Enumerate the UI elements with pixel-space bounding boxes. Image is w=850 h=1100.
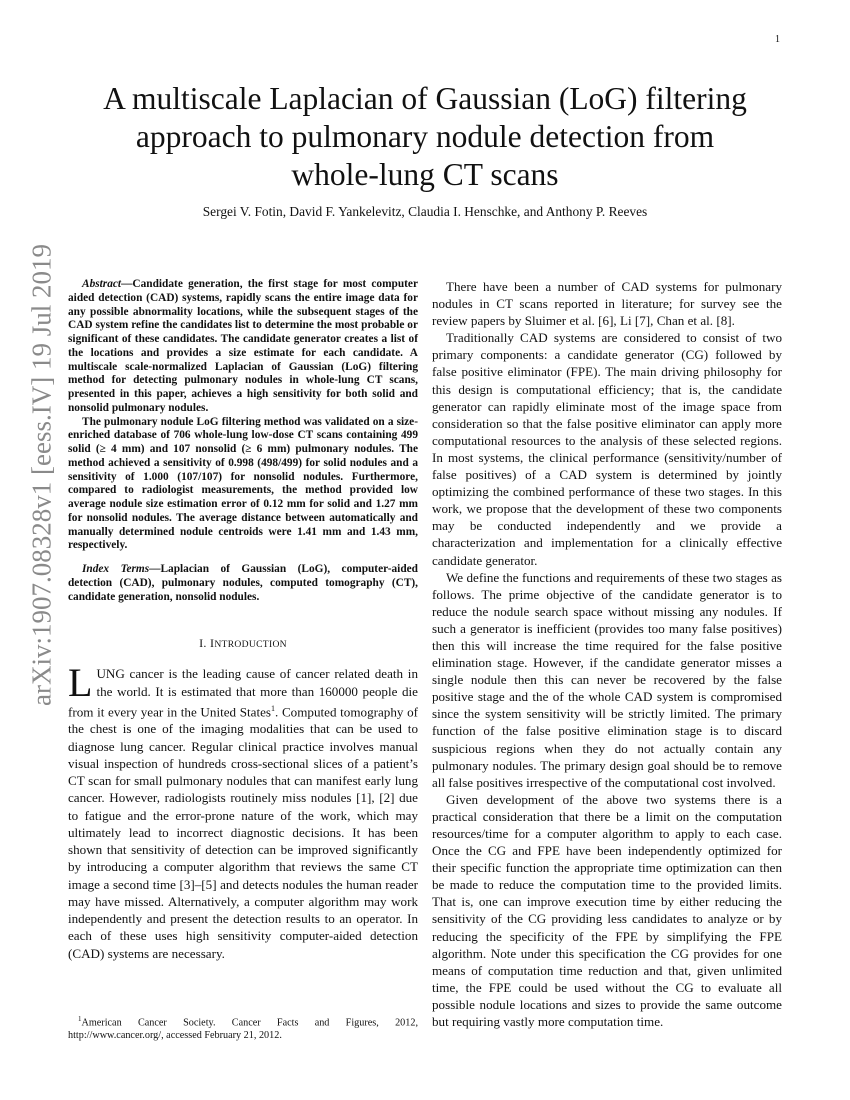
intro-paragraph [68,660,418,962]
left-column [68,278,418,962]
title-line-3: whole-lung CT scans [291,157,559,192]
drop-cap: L [68,660,93,706]
index-terms [68,563,418,604]
section-title-initial: I [210,636,215,651]
footnote [68,1013,418,1042]
author-list: Sergei V. Fotin, David F. Yankelevitz, Claudia I. Henschke, and Anthony P. Reeves [202,204,648,219]
title-line-2: approach to pulmonary nodule detection from [135,119,715,154]
section-heading-introduction [68,636,418,651]
right-paragraph-1: There have been a number of CAD systems for pulmonary nodules in CT scans reported in literature; for survey see the review papers by Sluimer et al. [6], Li [7], Chan et al. [8]. [432,279,782,329]
paper-title [60,80,790,194]
abstract-paragraph-2: The pulmonary nodule LoG filtering method was validated on a size-enriched database of 706 whole-lung low-dose CT scans containing 499 solid (≥ 4 mm) and 107 nonsolid (≥ 6 mm) pulmonary nodules. The method achieved a sensitivity of 0.998 (498/499) for solid nodules and a sensitivity of 1.000 (107/107) for nonsolid nodules. Furthermore, compared to radiologist measurements, the method provided low average nodule size estimation error of 0.12 mm for solid and 1.27 mm for nonsolid nodules. The average distance between automatically and manually determined nodule centroids were 1.41 mm and 1.43 mm, respectively. [68,415,418,552]
right-paragraph-2: Traditionally CAD systems are considered to consist of two primary components: a candidate generator (CG) followed by false positive eliminator (FPE). The main driving philosophy for this design is computational efficiency; that is, the candidate generator can rapidly eliminate most of the image space from consideration so that the false positive eliminator can apply more computational resources to the analysis of these selected regions. In most systems, the clinical performance (sensitivity/number of false positives) of a CAD system is determined by jointly optimizing the combined performance of these two stages. In this work, we propose that the development of these two components may be conducted independently and we provide a characterization and implementation for a clinically effective candidate generator. [432,330,782,568]
abstract-label: Abstract [82,278,122,290]
right-paragraph-4: Given development of the above two systems there is a practical consideration that there be a limit on the computation resources/time for a computer algorithm to apply to each case. Once the CG and FPE have been independently optimized for their specific function the appropriate time optimization can then be made to reduce the computation time to the provided limits. That is, one can improve execution time by either reducing the sensitivity of the CG providing less candidates to analyze or by reducing the specificity of the FPE by simplifying the FPE algorithm. Note under this specification the CG provides for one means of computation time reduction and that, given unlimited time, the FPE could be used without the CG to evaluate all possible nodule locations and sizes to provide the same outcome but requiring vastly more computation time. [432,791,782,1030]
abstract-paragraph-1 [68,278,418,416]
section-numeral: I. [199,636,207,651]
footnote-number: 1 [78,1015,82,1023]
right-paragraph-3: We define the functions and requirements of these two stages as follows. The prime objective of the candidate generator is to reduce the nodule search space without missing any nodules. If such a generator is inefficient (provides too many false positives) then this will increase the time required for the false positive elimination stage. However, if the candidate generator misses a single nodule then this can never be recovered by the false positive stage and the of the whole CAD system is compromised since the system sensitivity will be strictly limited. The primary function of the false positive elimination stage is to discard suspicious regions when they do not actually contain any pulmonary nodules. The primary design goal should be to remove all false positives irrespective of the computational cost involved. [432,569,782,790]
abstract [68,278,418,604]
right-column [432,278,782,1030]
title-line-1: A multiscale Laplacian of Gaussian (LoG) filtering [103,81,747,116]
section-title-rest: NTRODUCTION [214,639,287,651]
page-number: 1 [775,34,780,45]
index-terms-label: Index Terms [82,563,150,575]
intro-text-a: UNG cancer is the leading cause of cancer related death in the world. It is estimated that more than 160000 people die from it every year in the United States [68,666,418,720]
index-terms-text: —Laplacian of Gaussian (LoG), computer-aided detection (CAD), pulmonary nodules, computed tomography (CT), candidate generation, nonsolid nodules. [68,563,418,603]
arxiv-identifier: arXiv:1907.08328v1 [eess.IV] 19 Jul 2019 [26,244,57,706]
footnote-marker: 1 [271,703,276,713]
intro-text-b: . Computed tomography of the chest is one of the imaging modalities that can be used to diagnose lung cancer. Regular clinical practice involves manual visual inspection of hundreds cross-sectional slices of a patient’s CT scan for small pulmonary nodules that can manifest early lung cancer. However, radiologists routinely miss nodules [1], [2] due to fatigue and the error-prone nature of the work, which may ultimately lead to incorrect diagnostic decisions. It has been shown that sensitivity of detection can be improved significantly by introducing a computer algorithm that reviews the same CT image a second time [3]–[5] and detects nodules the human reader may have missed. Alternatively, a computer algorithm may work independently and present the detection results to an operator. In each of these uses high sensitivity computer-aided detection (CAD) systems are necessary. [68,704,418,961]
footnote-text: American Cancer Society. Cancer Facts and Figures, 2012, http://www.cancer.org/, accessed February 21, 2012. [68,1017,418,1041]
abstract-text-1: —Candidate generation, the first stage for most computer aided detection (CAD) systems, rapidly scans the entire image data for any possible abnormality locations, while the subsequent stages of the CAD system refine the candidates list to determine the most probable or significant of these candidates. The candidate generator creates a list of the locations and provides a size estimate for each candidate. A multiscale scale-normalized Laplacian of Gaussian (LoG) filtering method for detecting pulmonary nodules in whole-lung CT scans, presented in this paper, achieves a high sensitivity for both solid and nonsolid pulmonary nodules. [68,278,418,414]
